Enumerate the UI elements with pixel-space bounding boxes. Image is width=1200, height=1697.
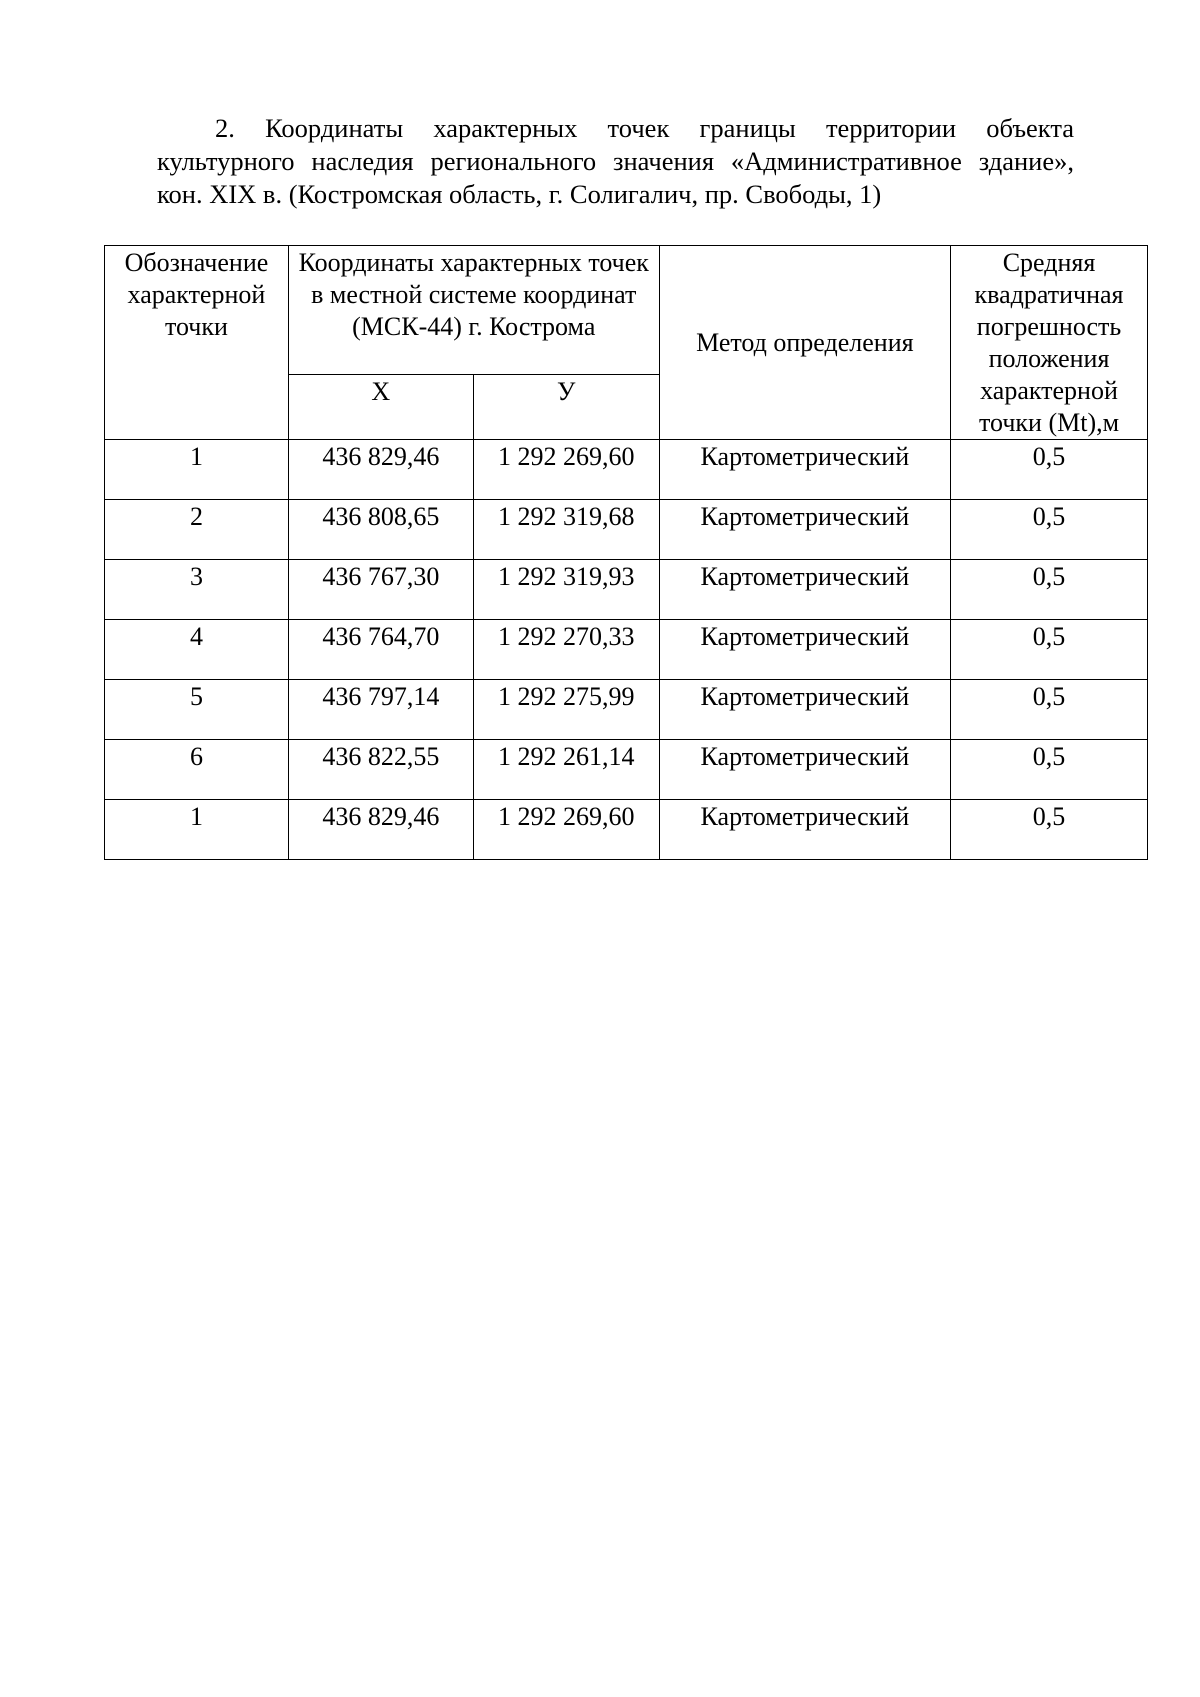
x-cell: 436 797,14 [288,680,473,740]
table-header [105,246,1148,440]
x-cell: 436 829,46 [288,440,473,500]
point-cell: 6 [105,740,289,800]
coordinates-table [104,245,1148,860]
x-cell: 436 767,30 [288,560,473,620]
y-cell: 1 292 270,33 [473,620,659,680]
point-cell: 4 [105,620,289,680]
error-cell: 0,5 [951,620,1148,680]
method-cell: Картометрический [659,500,950,560]
point-cell: 1 [105,440,289,500]
error-cell: 0,5 [951,800,1148,860]
x-cell: 436 822,55 [288,740,473,800]
table-row [105,680,1148,740]
table-row [105,560,1148,620]
method-column-header: Метод определения [659,246,950,440]
y-cell: 1 292 261,14 [473,740,659,800]
y-column-header: У [473,375,659,440]
x-column-header: Х [288,375,473,440]
method-cell: Картометрический [659,560,950,620]
error-cell: 0,5 [951,680,1148,740]
x-cell: 436 829,46 [288,800,473,860]
table-row [105,620,1148,680]
error-cell: 0,5 [951,500,1148,560]
y-cell: 1 292 269,60 [473,440,659,500]
y-cell: 1 292 319,68 [473,500,659,560]
method-cell: Картометрический [659,620,950,680]
point-cell: 1 [105,800,289,860]
table-row [105,440,1148,500]
method-cell: Картометрический [659,800,950,860]
method-cell: Картометрический [659,680,950,740]
error-cell: 0,5 [951,740,1148,800]
coords-column-header: Координаты характерных точек в местной системе координат (МСК-44) г. Кострома [288,246,659,375]
point-cell: 5 [105,680,289,740]
error-column-header: Средняя квадратичная погрешность положения характерной точки (Mt),м [951,246,1148,440]
table-row [105,500,1148,560]
error-cell: 0,5 [951,560,1148,620]
x-cell: 436 764,70 [288,620,473,680]
point-cell: 2 [105,500,289,560]
y-cell: 1 292 319,93 [473,560,659,620]
table-body [105,440,1148,860]
section-heading: 2. Координаты характерных точек границы территории объекта культурного наследия регионального значения «Административное здание», кон. XIX в. (Костромская область, г. Солигалич, пр. Свободы, 1) [157,113,1074,209]
method-cell: Картометрический [659,440,950,500]
header-row [105,246,1148,375]
x-cell: 436 808,65 [288,500,473,560]
method-cell: Картометрический [659,740,950,800]
error-cell: 0,5 [951,440,1148,500]
y-cell: 1 292 275,99 [473,680,659,740]
point-cell: 3 [105,560,289,620]
y-cell: 1 292 269,60 [473,800,659,860]
table-row [105,740,1148,800]
table-row [105,800,1148,860]
point-column-header: Обозначение характерной точки [105,246,289,440]
